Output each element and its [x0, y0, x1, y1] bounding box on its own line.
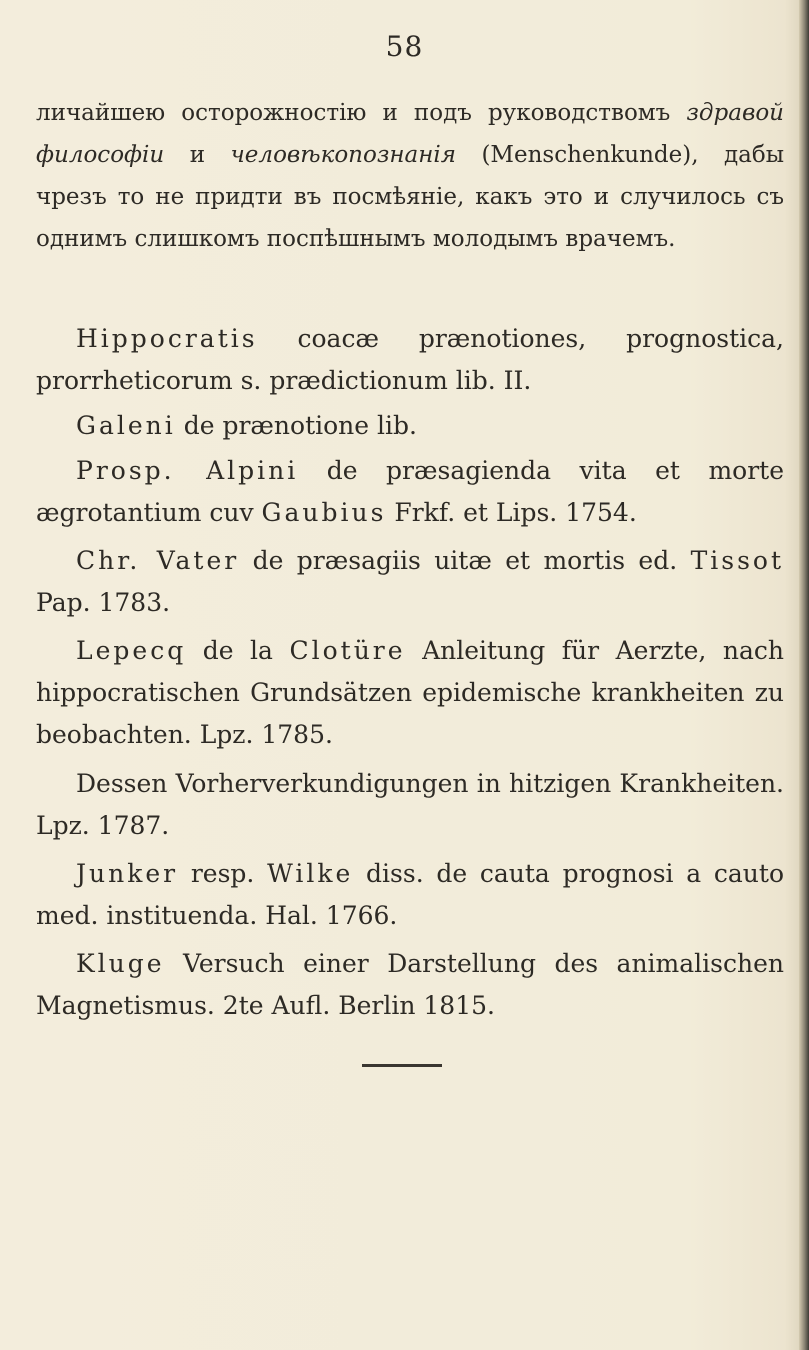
author-name: Kluge: [76, 949, 165, 978]
author-name: Prosp.: [76, 456, 207, 485]
text-segment: здравой философіи: [36, 100, 784, 168]
text-segment: Frkf. et Lips. 1754.: [386, 498, 637, 527]
paragraph-continuation: [36, 92, 784, 260]
text-segment: Versuch einer Darstellung des animalischen Magnetismus. 2te Aufl. Berlin 1815.: [36, 949, 784, 1020]
text-segment: de præsagienda vita et morte ægrotantium cuv: [36, 456, 784, 527]
text-segment: II.: [503, 366, 532, 395]
text-segment: Anleitung für Aerzte, nach hippocratischen Grundsätzen epidemische krankheiten zu beobachten. Lpz. 1785.: [36, 636, 784, 749]
author-name: Gaubius: [261, 498, 387, 527]
reference-junker: [36, 853, 784, 937]
author-name: Alpini: [206, 456, 299, 485]
text-segment: и: [164, 142, 231, 168]
reference-hippocrates: [36, 318, 784, 402]
text-segment: (Menschenkunde), дабы чрезъ то не придти въ посмѣяніе, какъ это и случилось съ однимъ слишкомъ поспѣшнымъ молодымъ врачемъ.: [36, 142, 785, 252]
text-segment: de prænotione lib.: [175, 411, 417, 440]
author-name: Galeni: [76, 411, 176, 440]
author-name: Hippocratis: [76, 324, 258, 353]
author-name: Lepecq: [76, 636, 187, 665]
text-segment: Dessen Vorherverkundigungen in hitzigen Krankheiten. Lpz. 1787.: [36, 769, 784, 840]
reference-alpini: [36, 450, 784, 534]
reference-vater: [36, 540, 784, 624]
text-segment: человѣкопознанія: [230, 142, 456, 168]
closing-rule: [362, 1064, 442, 1067]
reference-kluge: [36, 943, 784, 1027]
text-segment: resp.: [178, 859, 268, 888]
reference-dessen: [36, 763, 784, 847]
reference-galen: [36, 405, 784, 447]
text-segment: de la: [186, 636, 290, 665]
reference-lepecq: [36, 630, 784, 756]
text-segment: diss. de cauta prognosi a cauto med. instituenda. Hal. 1766.: [36, 859, 785, 930]
author-name: Junker: [76, 859, 179, 888]
text-segment: личайшею осторожностію и подъ руководствомъ: [36, 100, 687, 126]
text-segment: Pap. 1783.: [36, 588, 171, 617]
author-name: Wilke: [267, 859, 354, 888]
text-segment: coacæ prænotiones, prognostica, prorrheticorum s. prædictionum lib.: [36, 324, 784, 395]
text-segment: de præsagiis uitæ et mortis ed.: [239, 546, 691, 575]
author-name: Chr. Vater: [76, 546, 240, 575]
author-name: Tissot: [690, 546, 784, 575]
page-edge-shadow: [799, 0, 809, 1350]
author-name: Clotüre: [289, 636, 406, 665]
page-number: 58: [385, 30, 424, 63]
